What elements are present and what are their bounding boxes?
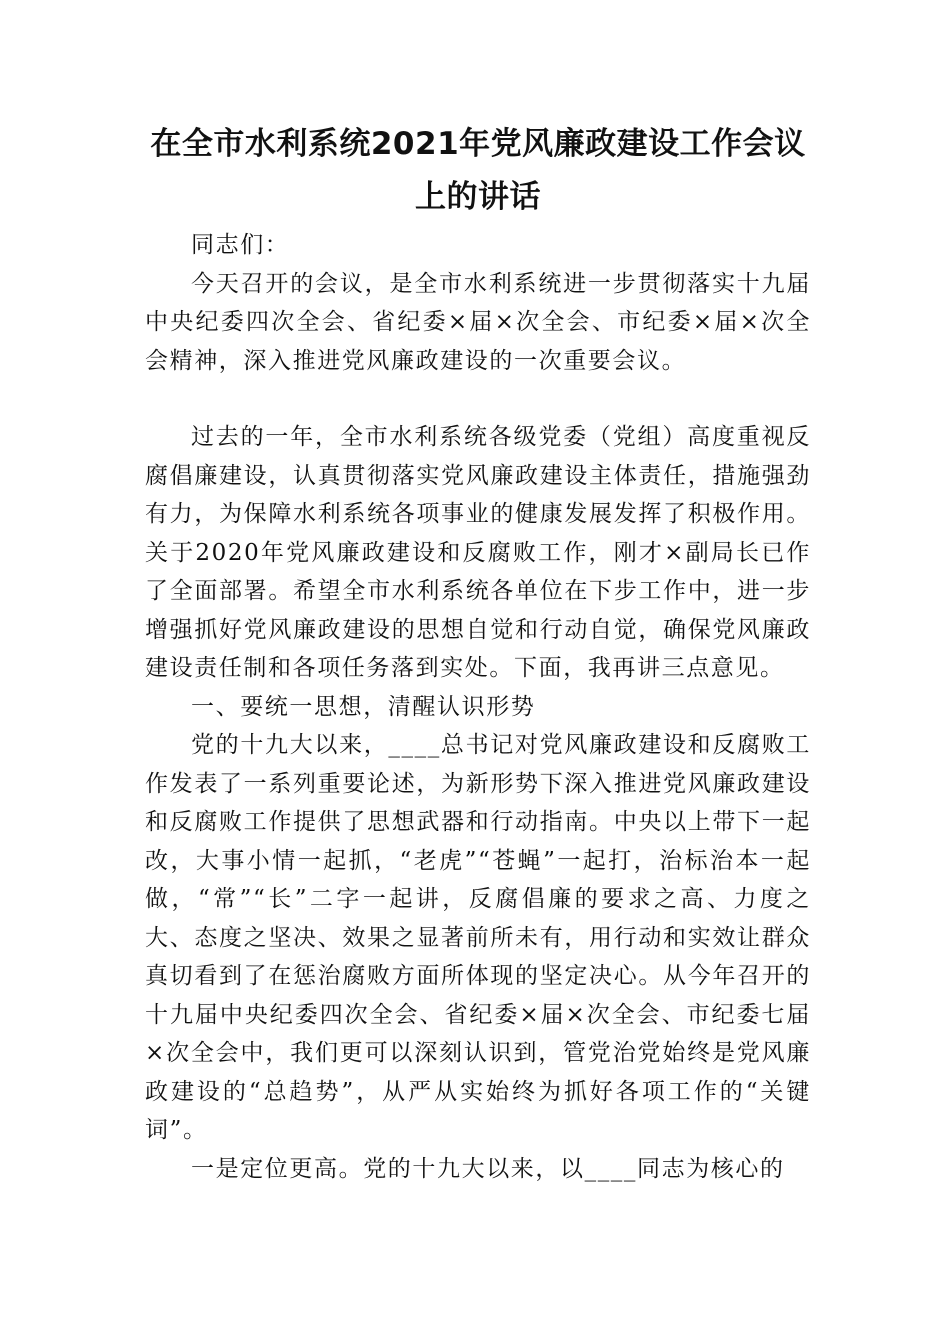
paragraph-opening: 今天召开的会议，是全市水利系统进一步贯彻落实十九届中央纪委四次全会、省纪委×届×次全会、市纪委×届×次全会精神，深入推进党风廉政建设的一次重要会议。 [145, 270, 811, 374]
salutation: 同志们： [191, 232, 290, 258]
document-body [145, 226, 811, 1188]
paragraph-situation: 党的十九大以来，____总书记对党风廉政建设和反腐败工作发表了一系列重要论述，为新形势下深入推进党风廉政建设和反腐败工作提供了思想武器和行动指南。中央以上带下一起改，大事小情一起抓，“老虎”“苍蝇”一起打，治标治本一起做，“常”“长”二字一起讲，反腐倡廉的要求之高、力度之大、态度之坚决、效果之显著前所未有，用行动和实效让群众真切看到了在惩治腐败方面所体现的坚定决心。从今年召开的十九届中央纪委四次全会、省纪委×届×次全会、市纪委七届×次全会中，我们更可以深刻认识到，管党治党始终是党风廉政建设的“总趋势”，从严从实始终为抓好各项工作的“关键词”。 [145, 732, 811, 1143]
paragraph-point-1: 一是定位更高。党的十九大以来，以____同志为核心的 [191, 1155, 785, 1182]
paragraph-review: 过去的一年，全市水利系统各级党委（党组）高度重视反腐倡廉建设，认真贯彻落实党风廉政建设主体责任，措施强劲有力，为保障水利系统各项事业的健康发展发挥了积极作用。关于2020年党风廉政建设和反腐败工作，刚才×副局长已作了全面部署。希望全市水利系统各单位在下步工作中，进一步增强抓好党风廉政建设的思想自觉和行动自觉，确保党风廉政建设责任制和各项任务落到实处。下面，我再讲三点意见。 [145, 424, 811, 681]
document-title: 在全市水利系统2021年党风廉政建设工作会议上的讲话 [150, 126, 806, 215]
paragraph-gap [145, 380, 811, 418]
section-heading-1: 一、要统一思想，清醒认识形势 [191, 693, 536, 720]
